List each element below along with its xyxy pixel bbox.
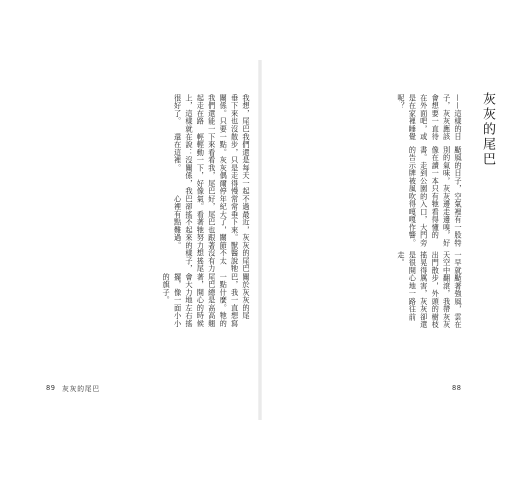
running-title: 灰灰的尾巴	[62, 385, 100, 393]
left-page-body	[56, 94, 252, 334]
left-paragraph-4: 我想，尾巴垂下來也沒關係。只要我們還能一起走在路上，這樣就很好了。	[173, 94, 251, 133]
left-paragraph-1: 關於灰灰的尾巴，我一直想寫一點什麼。牠的尾巴總是高高翹著，開心的時候會大力地左右搖擺，像一面小小的旗子。	[162, 272, 251, 328]
right-page-body	[268, 94, 464, 334]
page-number-right: 88	[452, 384, 462, 392]
page-number-left: 89	[46, 384, 56, 392]
right-paragraph-1: 一早就颳著強風，雲在天空中翻滾，我帶灰灰出門散步，外頭的樹枝搖晃得厲害，灰灰卻還是很開心地一路往前走。	[396, 250, 463, 329]
chapter-title: 灰灰的尾巴	[480, 92, 495, 167]
left-paragraph-2: 不過最近，灰灰的尾巴常常垂下來。獸醫說牠年紀大了，關節不太好，尾巴也跟著沒有力氣。看著牠努力想搖尾巴卻搖不起來的樣子，心裡有點難過。	[173, 195, 251, 273]
book-gutter	[258, 60, 262, 420]
right-paragraph-2: 颳風的日子，空氣裡有一股特別的氣味，灰灰邊走邊嗅，好像在讀一本只有牠看得懂的書。走到公園的入口，大門旁的告示牌被風吹得嘎嘎作響。	[408, 146, 463, 247]
left-paragraph-3: 我們還是每天一起散步，只是走得慢一點。灰灰偶爾停下來看看我，尾巴輕輕動一下，好像在說：沒關係，我還在這裡。	[173, 132, 251, 195]
right-paragraph-3: ——這樣的日子，灰灰應該會想要一直待在外面吧，或是在家裡睡覺呢？	[396, 94, 463, 141]
